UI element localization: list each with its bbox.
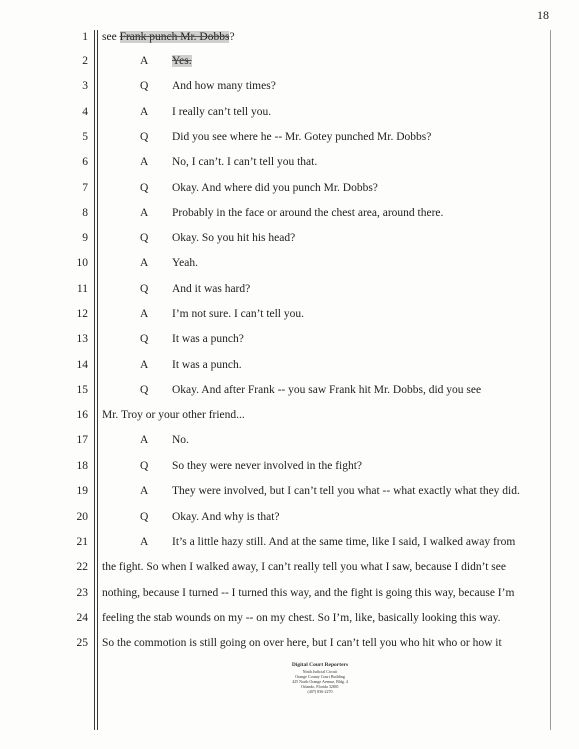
line-number: 23 [76,587,88,599]
stamp-line: Orlando, Florida 32801 [301,684,339,689]
line-text-post: ? [229,31,235,43]
transcript-line [0,632,579,654]
transcript-line [0,202,579,224]
line-text: So they were never involved in the fight? [172,460,363,472]
line-text: the fight. So when I walked away, I can’t really tell you what I saw, because I didn’t see [102,561,506,573]
transcript-line [0,328,579,350]
line-number: 19 [76,485,88,497]
transcript-line [0,379,579,401]
page-number: 18 [537,8,549,22]
line-text: It was a punch. [172,359,242,371]
speaker-label: A [140,359,149,371]
transcript-line [0,252,579,274]
line-text: Probably in the face or around the chest area, around there. [172,207,444,219]
line-number: 18 [76,460,88,472]
line-number: 24 [76,612,88,624]
speaker-label: A [140,308,149,320]
transcript-line [0,278,579,300]
line-number: 5 [82,131,88,143]
stamp-line: Orange County Court Building [295,674,345,679]
transcript-line [0,303,579,325]
line-text: So the commotion is still going on over here, but I can’t tell you who hit who or how it [102,637,502,649]
line-number: 6 [82,156,88,168]
speaker-label: A [140,536,149,548]
line-text: I really can’t tell you. [172,106,272,118]
line-text: Okay. And after Frank -- you saw Frank hit Mr. Dobbs, did you see [172,384,482,396]
line-number: 10 [76,257,88,269]
transcript-line [0,354,579,376]
transcript-line [0,506,579,528]
highlighted-text: Frank punch Mr. Dobbs [119,31,230,43]
line-text-pre: see [102,31,120,43]
line-number: 20 [76,511,88,523]
transcript-line [0,101,579,123]
line-number: 1 [82,31,88,43]
line-number: 9 [82,232,88,244]
speaker-label: Q [140,384,149,396]
highlighted-text: Yes. [172,55,192,67]
line-text: And how many times? [172,80,276,92]
transcript-line [0,607,579,629]
stamp-title: Digital Court Reporters [291,662,349,668]
transcript-line [0,480,579,502]
speaker-label: A [140,485,149,497]
line-text: It was a punch? [172,333,244,345]
transcript-line [0,582,579,604]
speaker-label: Q [140,283,149,295]
transcript-line [0,556,579,578]
line-number: 17 [76,434,88,446]
line-number: 14 [76,359,88,371]
line-number: 3 [82,80,88,92]
line-number: 16 [76,409,88,421]
transcript-line [0,227,579,249]
speaker-label: Q [140,80,149,92]
line-text [172,50,192,72]
line-text: Yeah. [172,257,198,269]
transcript-line [0,75,579,97]
stamp-line: Ninth Judicial Circuit [302,669,338,674]
line-number: 11 [76,283,88,295]
transcript-line [0,404,579,426]
speaker-label: A [140,207,149,219]
line-text: No, I can’t. I can’t tell you that. [172,156,318,168]
line-number: 2 [82,55,88,67]
court-reporter-stamp [260,662,380,694]
line-text: It’s a little hazy still. And at the same time, like I said, I walked away from [172,536,516,548]
line-text: feeling the stab wounds on my -- on my chest. So I’m, like, basically looking this way. [102,612,501,624]
transcript-line [0,177,579,199]
line-number: 13 [76,333,88,345]
line-text: No. [172,434,189,446]
speaker-label: A [140,55,149,67]
line-text: Okay. And where did you punch Mr. Dobbs? [172,182,378,194]
line-number: 25 [76,637,88,649]
transcript-line [0,531,579,553]
line-text: And it was hard? [172,283,251,295]
line-number: 7 [82,182,88,194]
line-text: Mr. Troy or your other friend... [102,409,245,421]
transcript-line [0,429,579,451]
speaker-label: A [140,257,149,269]
line-number: 4 [82,106,88,118]
line-text: I’m not sure. I can’t tell you. [172,308,305,320]
line-text: nothing, because I turned -- I turned this way, and the fight is going this way, because I’m [102,587,515,599]
speaker-label: A [140,106,149,118]
line-number: 8 [82,207,88,219]
stamp-line: 425 North Orange Avenue, Bldg. 4 [292,679,348,684]
transcript-line [0,151,579,173]
line-number: 21 [76,536,88,548]
stamp-line: (407) 836-2270 [307,689,333,694]
speaker-label: Q [140,182,149,194]
transcript-line [0,50,579,72]
speaker-label: Q [140,131,149,143]
transcript-line [0,26,579,48]
line-number: 22 [76,561,88,573]
line-number: 15 [76,384,88,396]
speaker-label: A [140,434,149,446]
line-text: Okay. And why is that? [172,511,280,523]
transcript-line [0,126,579,148]
transcript-line [0,455,579,477]
speaker-label: Q [140,333,149,345]
line-text: They were involved, but I can’t tell you what -- what exactly what they did. [172,485,520,497]
line-text: Okay. So you hit his head? [172,232,296,244]
line-number: 12 [76,308,88,320]
speaker-label: Q [140,511,149,523]
speaker-label: Q [140,460,149,472]
line-text [102,26,235,48]
speaker-label: A [140,156,149,168]
speaker-label: Q [140,232,149,244]
line-text: Did you see where he -- Mr. Gotey punched Mr. Dobbs? [172,131,432,143]
